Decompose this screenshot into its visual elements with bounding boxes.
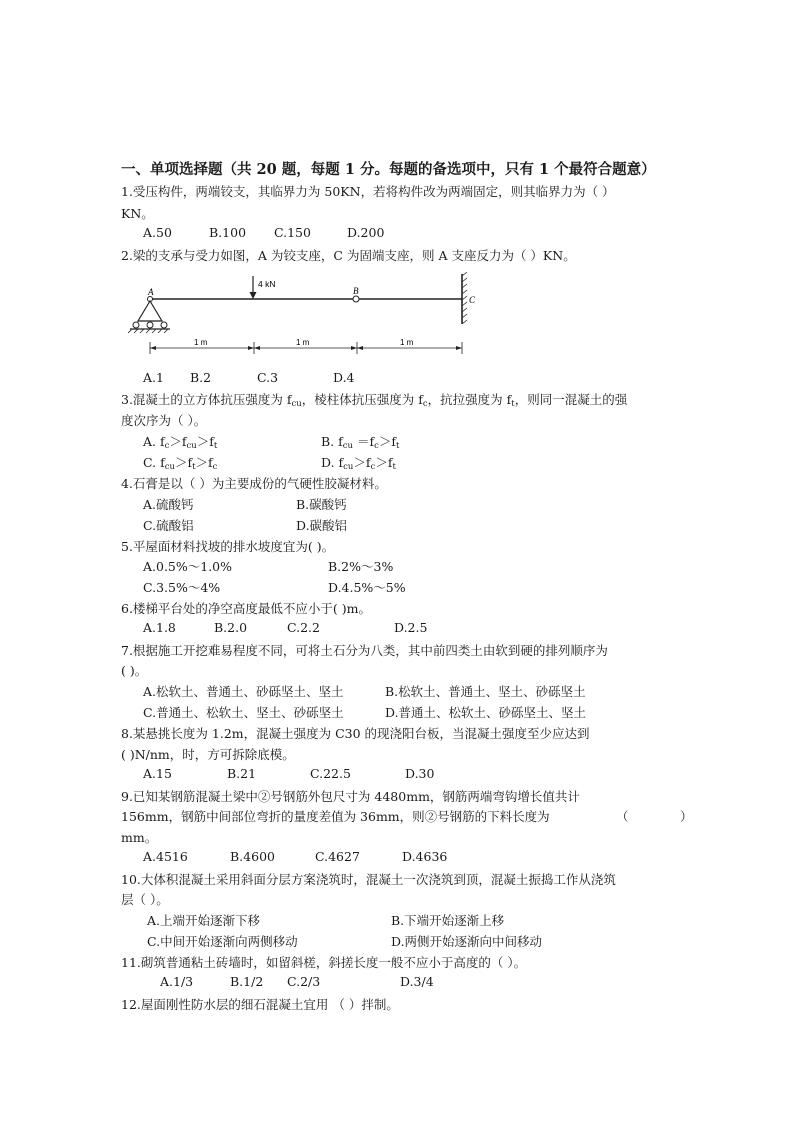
question-3-option-a: A. $f_c>f_{cu}>f_t$: [143, 434, 218, 451]
question-11-option-d: D.3/4: [400, 974, 434, 989]
question-7-text: 7.根据施工开挖难易程度不同，可将土石分为八类，其中前四类土由软到硬的排列顺序为: [121, 643, 608, 658]
label-c: C: [469, 295, 476, 305]
question-8-option-b: B.21: [227, 766, 257, 781]
question-1-option-b: B.100: [209, 225, 247, 240]
question-5-text: 5.平屋面材料找坡的排水坡度宜为( )。: [121, 539, 335, 554]
question-3-text: 3.混凝土的立方体抗压强度为 $f_{cu}$，棱柱体抗压强度为 $f_c$，抗拉强度为 $f_t$，则同一混凝土的强: [121, 392, 628, 409]
question-4-text: 4.石膏是以（ ）为主要成份的气硬性胶凝材料。: [121, 476, 387, 491]
hinge-b: [353, 296, 359, 302]
question-11-text: 11.砌筑普通粘土砖墙时，如留斜槎，斜搓长度一般不应小于高度的（ ）。: [121, 955, 527, 970]
label-a: A: [148, 287, 154, 297]
section-heading: 一、单项选择题（共 20 题，每题 1 分。每题的备选项中，只有 1 个最符合题意）: [121, 161, 656, 178]
beam-diagram: [128, 270, 478, 366]
question-5-option-b: B.2%～3%: [328, 559, 394, 574]
question-1-text: 1.受压构件，两端铰支，其临界力为 50KN，若将构件改为两端固定，则其临界力为（ ）: [121, 184, 615, 199]
question-10-text-cont: 层（ ）。: [121, 892, 169, 907]
question-2-option-b: B.2: [190, 370, 212, 385]
question-2-option-c: C.3: [257, 370, 279, 385]
question-11-option-b: B.1/2: [230, 974, 264, 989]
question-1-text-cont: KN。: [121, 206, 154, 221]
question-10-option-b: B.下端开始逐渐上移: [391, 913, 505, 928]
question-9-paren-open: （: [616, 809, 629, 824]
question-8-option-a: A.15: [143, 766, 172, 781]
question-10-option-c: C.中间开始逐渐向两侧移动: [147, 934, 298, 949]
question-7-option-d: D.普通土、松软土、砂砾坚土、坚土: [385, 705, 587, 720]
question-11-option-a: A.1/3: [160, 974, 194, 989]
question-4-option-c: C.硫酸铝: [143, 518, 194, 533]
question-1-option-c: C.150: [274, 225, 311, 240]
span-3-label: 1 m: [400, 338, 414, 347]
question-7-option-c: C.普通土、松软土、坚土、砂砾坚土: [143, 705, 344, 720]
question-5-option-d: D.4.5%～5%: [328, 580, 406, 595]
question-6-option-d: D.2.5: [394, 620, 428, 635]
ground-hatch: [128, 329, 168, 333]
question-10-text: 10.大体积混凝土采用斜面分层方案浇筑时，混凝土一次浇筑到顶，混凝土振捣工作从浇筑: [121, 872, 616, 887]
question-9-paren-close: ）: [680, 809, 693, 824]
question-9-option-d: D.4636: [402, 849, 448, 864]
question-8-option-d: D.30: [405, 766, 435, 781]
question-1-option-a: A.50: [143, 225, 172, 240]
question-2-text: 2.梁的支承与受力如图，A 为铰支座，C 为固端支座，则 A 支座反力为（ ）KN。: [121, 248, 576, 263]
question-4-option-a: A.硫酸钙: [143, 497, 194, 512]
span-1-label: 1 m: [194, 338, 208, 347]
question-10-option-a: A.上端开始逐渐下移: [147, 913, 261, 928]
question-8-text: 8.某悬挑长度为 1.2m，混凝土强度为 C30 的现浇阳台板，当混凝土强度至少应达到: [121, 726, 590, 741]
question-6-option-a: A.1.8: [143, 620, 176, 635]
question-10-option-d: D.两侧开始逐渐向中间移动: [391, 934, 543, 949]
question-1-option-d: D.200: [347, 225, 385, 240]
question-8-option-c: C.22.5: [310, 766, 351, 781]
question-8-text-cont: ( )N/nm，时，方可拆除底模。: [121, 747, 295, 762]
question-2-option-d: D.4: [333, 370, 355, 385]
question-3-option-d: D. $f_{cu}>f_c>f_t$: [321, 455, 396, 472]
question-9-option-a: A.4516: [143, 849, 188, 864]
question-6-text: 6.楼梯平台处的净空高度最低不应小于( )m。: [121, 601, 372, 616]
question-2-option-a: A.1: [143, 370, 164, 385]
question-9-text-unit: mm。: [121, 830, 158, 845]
question-5-option-c: C.3.5%～4%: [143, 580, 221, 595]
question-5-option-a: A.0.5%～1.0%: [143, 559, 233, 574]
question-7-text-cont: ( )。: [121, 663, 148, 678]
question-12-text: 12.屋面刚性防水层的细石混凝土宜用 （ ）拌制。: [121, 997, 399, 1012]
span-2-label: 1 m: [296, 338, 310, 347]
pin-support-icon: [138, 301, 162, 321]
question-9-text: 9.已知某钢筋混凝土梁中②号钢筋外包尺寸为 4480mm，钢筋两端弯钩增长值共计: [121, 789, 580, 804]
question-3-text-cont: 度次序为（ ）。: [121, 413, 207, 428]
question-7-option-b: B.松软土、普通土、坚土、砂砾坚土: [385, 684, 586, 699]
question-11-option-c: C.2/3: [287, 974, 321, 989]
question-4-option-b: B.碳酸钙: [296, 497, 347, 512]
question-4-option-d: D.碳酸铝: [296, 518, 348, 533]
label-b: B: [353, 286, 359, 296]
question-7-option-a: A.松软土、普通土、砂砾坚土、坚土: [143, 684, 344, 699]
load-label: 4 kN: [258, 279, 276, 289]
question-6-option-b: B.2.0: [214, 620, 248, 635]
question-3-option-b: B. $f_{cu} =f_c>f_t$: [321, 434, 400, 451]
question-9-text-cont: 156mm，钢筋中间部位弯折的量度差值为 36mm，则②号钢筋的下料长度为: [121, 809, 550, 824]
question-9-option-b: B.4600: [230, 849, 275, 864]
question-3-option-c: C. $f_{cu}>f_t>f_c$: [143, 455, 218, 472]
question-9-option-c: C.4627: [315, 849, 360, 864]
question-6-option-c: C.2.2: [287, 620, 320, 635]
